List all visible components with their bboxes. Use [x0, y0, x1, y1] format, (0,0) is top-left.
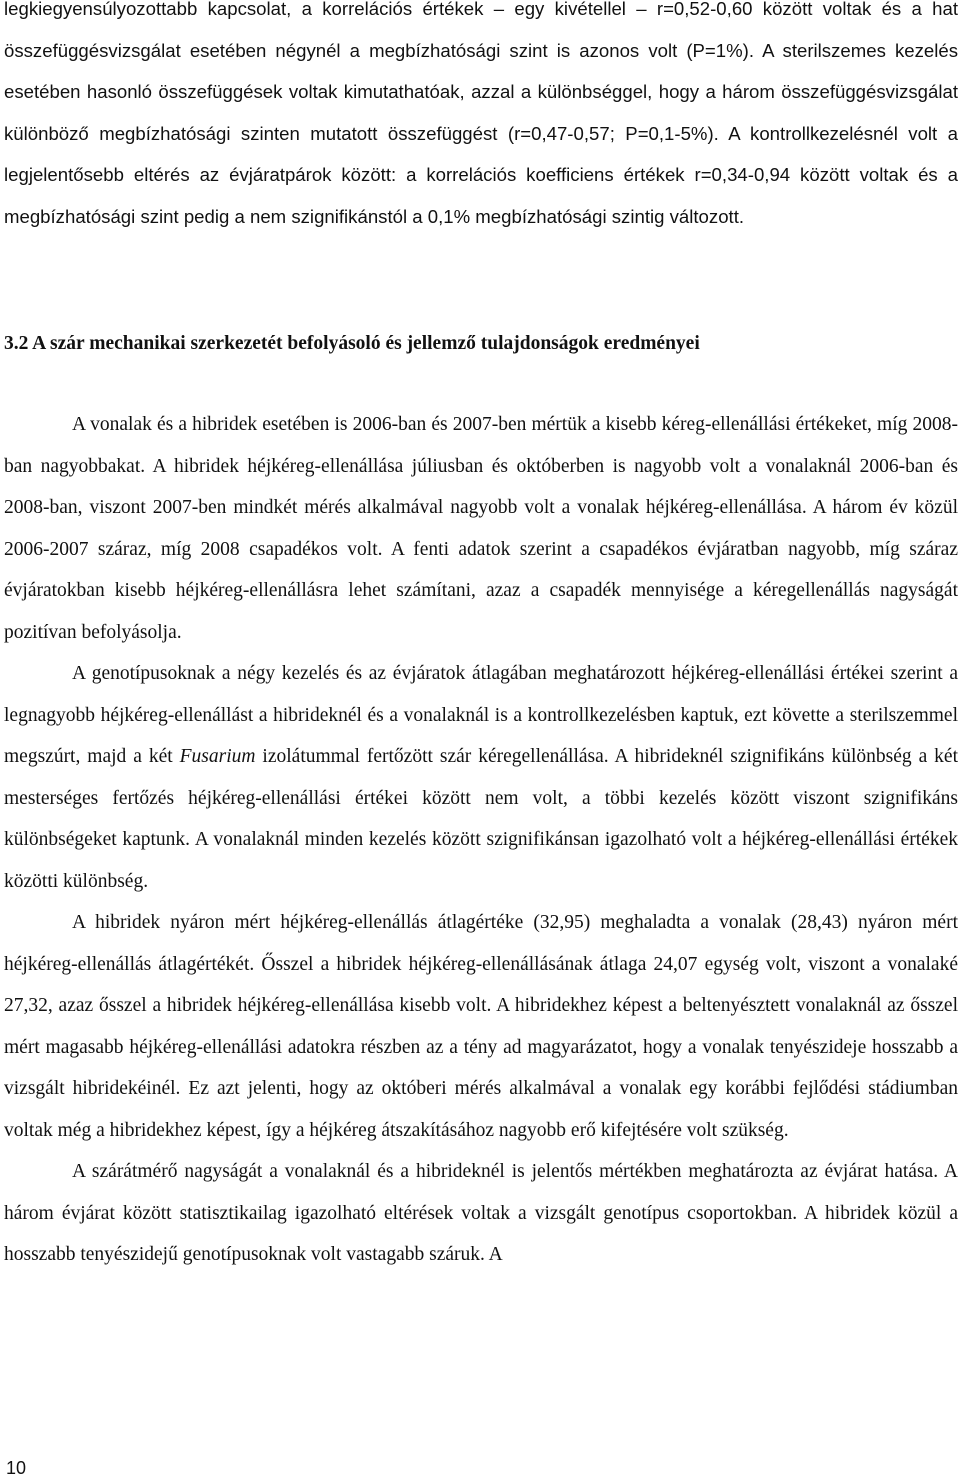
fusarium-italic-term: Fusarium	[179, 746, 256, 767]
section-heading: 3.2 A szár mechanikai szerkezetét befolyásoló és jellemző tulajdonságok eredményei	[4, 333, 700, 354]
paragraph-3-text-end: izolátummal fertőzött szár kéregellenállása. A hibrideknél szignifikáns különbség a két mesterséges fertőzés héjkéreg-ellenállási értékei között nem volt, a többi kezelés között viszont szignifikáns különbségeket kaptunk. A vonalaknál minden kezelés között szignifikánsan igazolható volt a héjkéreg-ellenállási értékek közötti különbség.	[4, 746, 958, 892]
paragraph-correlation-results: legkiegyensúlyozottabb kapcsolat, a korrelációs értékek – egy kivétellel – r=0,52-0,60 között voltak és a hat összefüggésvizsgálat esetében négynél a megbízhatósági szint is azonos volt (P=1%). A sterilszemes kezelés esetében hasonló összefüggések voltak kimutathatóak, azzal a különbséggel, hogy a három összefüggésvizsgálat különböző megbízhatósági szinten mutatott összefüggést (r=0,47-0,57; P=0,1-5%). A kontrollkezelésnél volt a legjelentősebb eltérés az évjáratpárok között: a korrelációs koefficiens értékek r=0,34-0,94 között voltak és a megbízhatósági szint pedig a nem szignifikánstól a 0,1% megbízhatósági szintig változott.	[4, 0, 958, 227]
paragraph-3-text-start: A genotípusoknak a négy kezelés és az évjáratok átlagában meghatározott héjkéreg-ellenállási értékei szerint a legnagyobb héjkéreg-ellenállást a hibrideknél és a vonalaknál is a kontrollkezelésben kaptuk, ezt követte a sterilszemmel megszúrt, majd a két	[4, 663, 958, 767]
paragraph-genotype-treatments	[4, 653, 958, 902]
paragraph-stem-diameter: A szárátmérő nagyságát a vonalaknál és a hibrideknél is jelentős mértékben meghatározta az évjárat hatása. A három évjárat között statisztikailag igazolható eltérések voltak a vizsgált genotípus csoportokban. A hibridek közül a hosszabb tenyészidejű genotípusoknak volt vastagabb száruk. A	[4, 1161, 958, 1265]
paragraph-seasonal-averages: A hibridek nyáron mért héjkéreg-ellenállás átlagértéke (32,95) meghaladta a vonalak (28,43) nyáron mért héjkéreg-ellenállás átlagértékét. Ősszel a hibridek héjkéreg-ellenállásának átlaga 24,07 egység volt, viszont a vonalaké 27,32, azaz ősszel a hibridek héjkéreg-ellenállása kisebb volt. A hibridekhez képest a beltenyésztett vonalaknál az ősszel mért magasabb héjkéreg-ellenállási adatokra részben az a tény ad magyarázatot, hogy a vonalak tenyészideje hosszabb a vizsgált hibridekéinél. Ez azt jelenti, hogy az októberi mérés alkalmával a vonalak egy korábbi fejlődési stádiumban voltak még a hibridekhez képest, így a héjkéreg átszakításához nagyobb erő kifejtésére volt szükség.	[4, 912, 958, 1141]
page-number: 10	[6, 1458, 27, 1478]
section-body	[4, 404, 958, 1276]
paragraph-bark-resistance: A vonalak és a hibridek esetében is 2006-ban és 2007-ben mértük a kisebb kéreg-ellenállási értékeket, míg 2008-ban nagyobbakat. A hibridek héjkéreg-ellenállása júliusban és októberben is nagyobb volt a vonalaknál 2006-ban és 2008-ban, viszont 2007-ben mindkét mérés alkalmával nagyobb volt a vonalak héjkéreg-ellenállása. A három év közül 2006-2007 száraz, míg 2008 csapadékos volt. A fenti adatok szerint a csapadékos évjáratban nagyobb, míg száraz évjáratokban kisebb héjkéreg-ellenállásra lehet számítani, azaz a csapadék mennyisége a kéregellenállás nagyságát pozitívan befolyásolja.	[4, 414, 958, 643]
